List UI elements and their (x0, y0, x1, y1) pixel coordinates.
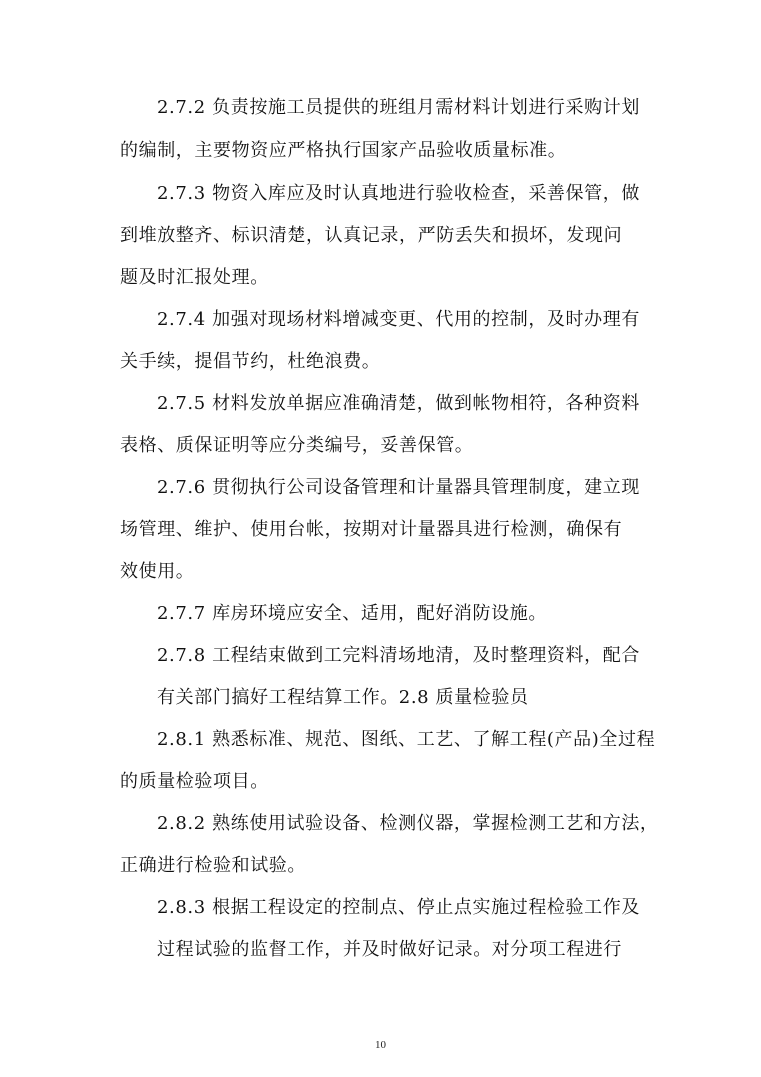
text-line: 2.7.3 物资入库应及时认真地进行验收检查，采善保管，做 (157, 183, 640, 204)
text-line: 题及时汇报处理。 (120, 267, 269, 288)
text-line: 2.8.3 根据工程设定的控制点、停止点实施过程检验工作及 (157, 897, 640, 918)
text-line: 效使用。 (120, 561, 195, 582)
page-number: 10 (375, 1039, 386, 1051)
text-line: 2.8.1 熟悉标准、规范、图纸、工艺、了解工程(产品)全过程 (157, 729, 656, 750)
text-line: 2.7.2 负责按施工员提供的班组月需材料计划进行采购计划 (157, 97, 640, 118)
text-line: 2.7.6 贯彻执行公司设备管理和计量器具管理制度，建立现 (157, 477, 640, 498)
text-line: 过程试验的监督工作，并及时做好记录。对分项工程进行 (157, 939, 622, 960)
text-line: 到堆放整齐、标识清楚，认真记录，严防丢失和损坏，发现问 (120, 225, 623, 246)
text-line: 2.7.4 加强对现场材料增减变更、代用的控制，及时办理有 (157, 309, 640, 330)
text-line: 2.7.8 工程结束做到工完料清场地清，及时整理资料，配合 (157, 645, 640, 666)
text-line: 关手续，提倡节约，杜绝浪费。 (120, 351, 381, 372)
text-line: 2.8.2 熟练使用试验设备、检测仪器，掌握检测工艺和方法， (157, 813, 659, 834)
text-line: 的质量检验项目。 (120, 771, 269, 792)
text-line: 2.7.5 材料发放单据应准确清楚，做到帐物相符，各种资料 (157, 393, 640, 414)
text-line: 正确进行检验和试验。 (120, 855, 306, 876)
text-line: 2.7.7 库房环境应安全、适用，配好消防设施。 (157, 603, 547, 624)
text-line: 有关部门搞好工程结算工作。2.8 质量检验员 (157, 687, 529, 708)
text-line: 表格、质保证明等应分类编号，妥善保管。 (120, 435, 474, 456)
text-line: 的编制，主要物资应严格执行国家产品验收质量标准。 (120, 140, 567, 161)
text-line: 场管理、维护、使用台帐，按期对计量器具进行检测，确保有 (120, 519, 623, 540)
